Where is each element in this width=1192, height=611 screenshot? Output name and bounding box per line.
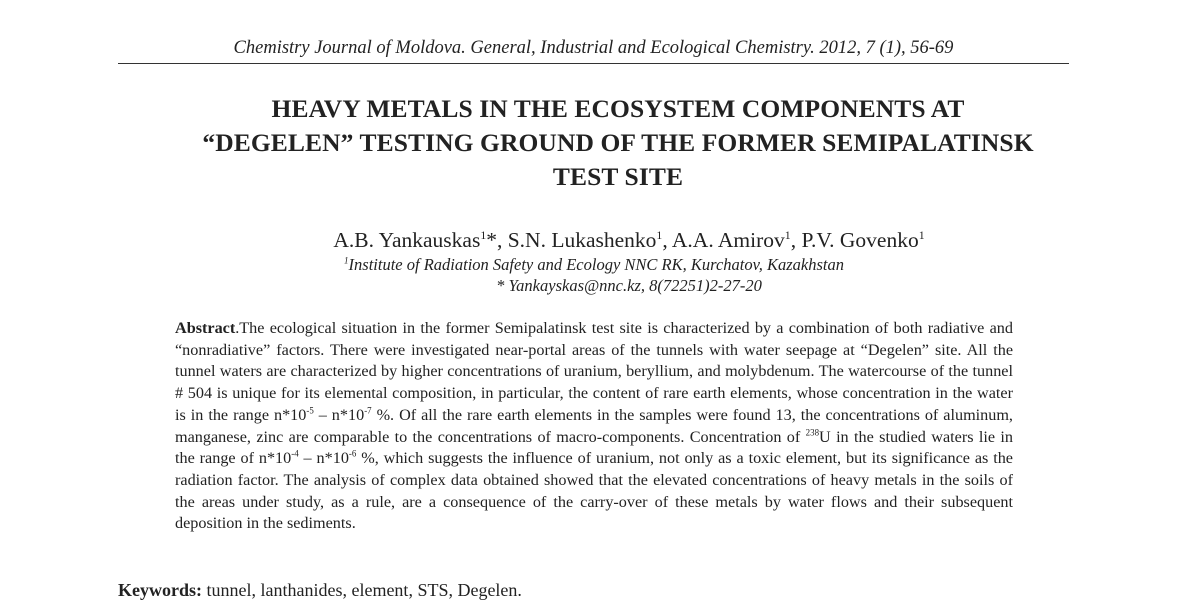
corresponding-contact: * Yankayskas@nnc.kz, 8(72251)2-27-20 — [496, 276, 762, 295]
title-line: “DEGELEN” TESTING GROUND OF THE FORMER SEMIPALATINSK — [202, 128, 1034, 157]
author-name: S.N. Lukashenko — [507, 228, 657, 252]
keywords-text: tunnel, lanthanides, element, STS, Degelen. — [202, 580, 522, 600]
abstract-text: %. Of all the rare earth elements in the samples were found 13, the concentrations of aluminum, manganese, zinc are comparable to the concentrations of macro-components. Concentration of — [175, 405, 1013, 446]
abstract-label: Abstract — [175, 319, 236, 337]
keywords-label: Keywords: — [118, 580, 202, 600]
affiliation — [0, 255, 1188, 275]
abstract-text: U in the studied waters lie in the range of n*10 — [175, 427, 1013, 468]
abstract-text: .The ecological situation in the former Semipalatinsk test site is characterized by a combination of both radiative and “nonradiative” factors. There were investigated near-portal areas of the tunnels with water seepage at “Degelen” site. All the tunnel waters are characterized by higher concentrations of uranium, beryllium, and molybdenum. The watercourse of the tunnel # 504 is unique for its elemental composition, in particular, the content of rare earth elements, whose concentration in the water is in the range n*10 — [175, 319, 1013, 424]
exponent: -4 — [291, 448, 299, 459]
abstract-text: – n*10 — [313, 405, 365, 424]
affiliation-mark: 1 — [656, 227, 663, 242]
journal-header: Chemistry Journal of Moldova. General, Industrial and Ecological Chemistry. 2012, 7 (1), 56-69 — [118, 38, 1069, 64]
title-line: TEST SITE — [552, 162, 684, 191]
abstract-text: – n*10 — [298, 449, 349, 468]
isotope-mass: 238 — [805, 427, 820, 438]
affiliation-mark: 1 — [784, 227, 791, 242]
author-list — [0, 228, 1192, 253]
affiliation-mark: 1 — [480, 227, 487, 242]
abstract-text: %, which suggests the influence of uranium, not only as a toxic element, but its significance as the radiation factor. The analysis of complex data obtained showed that the elevated concentrations of heavy metals in the soils of the areas under study, as a rule, are a consequence of the carry-over of these metals by water flows and their subsequent deposition in the sediments. — [175, 449, 1013, 533]
affiliation-text: Institute of Radiation Safety and Ecology NNC RK, Kurchatov, Kazakhstan — [348, 255, 844, 274]
exponent: -6 — [348, 448, 357, 459]
affiliation-mark: 1 — [344, 255, 349, 266]
affiliation-mark: 1 — [918, 227, 925, 242]
exponent: -7 — [364, 405, 372, 416]
author-separator: , — [662, 228, 672, 252]
paper-title — [118, 92, 1118, 194]
author-separator: *, — [486, 228, 508, 252]
abstract — [175, 318, 1013, 535]
author-separator: , — [790, 228, 802, 252]
title-line: HEAVY METALS IN THE ECOSYSTEM COMPONENTS AT — [271, 94, 965, 123]
author-name: P.V. Govenko — [801, 228, 919, 252]
exponent: -5 — [306, 405, 314, 416]
author-name: A.A. Amirov — [671, 228, 785, 252]
keywords — [118, 580, 522, 601]
author-name: A.B. Yankauskas — [333, 228, 481, 252]
